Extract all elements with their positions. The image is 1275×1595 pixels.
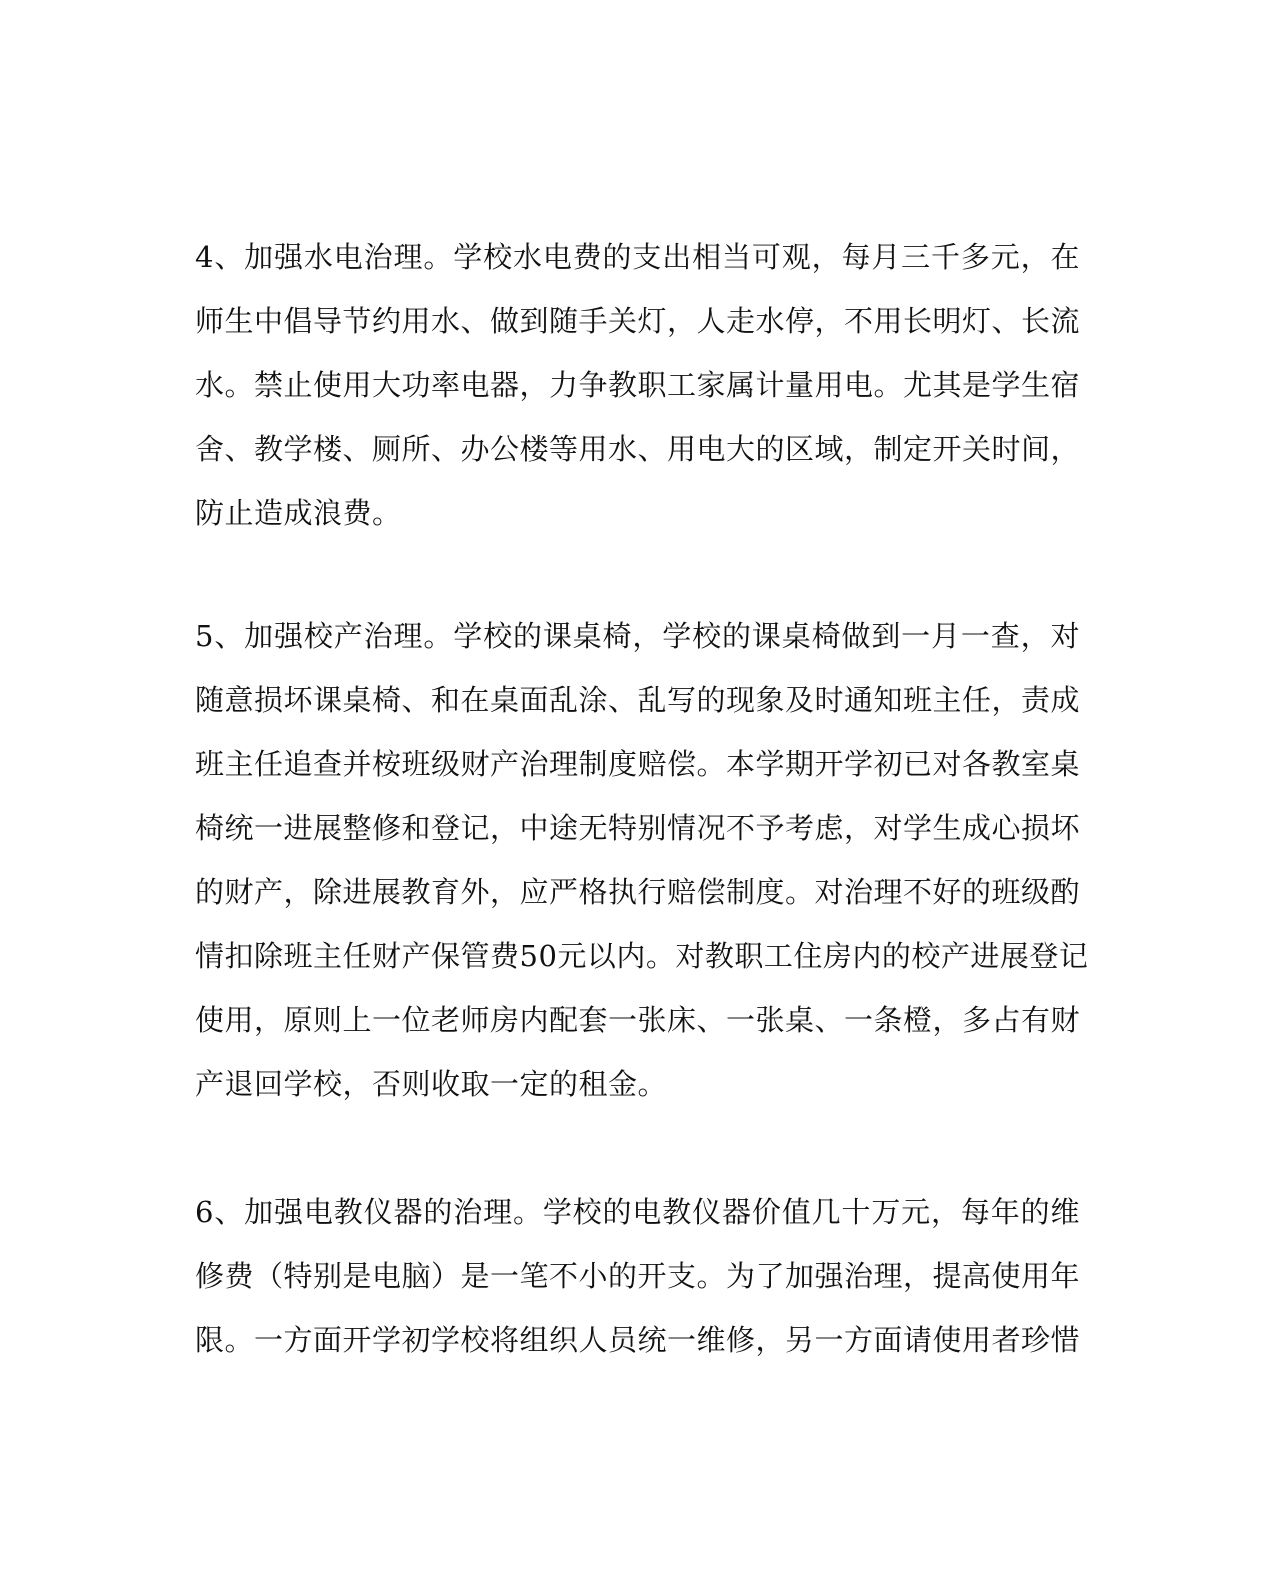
paragraph-line: 随意损坏课桌椅、和在桌面乱涂、乱写的现象及时通知班主任，责成 (195, 683, 1081, 717)
paragraph-line: 情扣除班主任财产保管费50元以内。对教职工住房内的校产进展登记 (195, 939, 1089, 973)
paragraph-line: 限。一方面开学初学校将组织人员统一维修，另一方面请使用者珍惜 (195, 1323, 1081, 1357)
paragraph-line: 椅统一进展整修和登记，中途无特别情况不予考虑，对学生成心损坏 (195, 811, 1081, 845)
paragraph-line: 使用，原则上一位老师房内配套一张床、一张桌、一条橙，多占有财 (195, 1003, 1081, 1037)
paragraph-line: 4、加强水电治理。学校水电费的支出相当可观，每月三千多元，在 (195, 240, 1080, 274)
paragraph-line: 班主任追查并桉班级财产治理制度赔偿。本学期开学初已对各教室桌 (195, 747, 1081, 781)
paragraph-line: 水。禁止使用大功率电器，力争教职工家属计量用电。尤其是学生宿 (195, 368, 1081, 402)
paragraph-line: 的财产，除进展教育外，应严格执行赔偿制度。对治理不好的班级酌 (195, 875, 1081, 909)
paragraph-line: 5、加强校产治理。学校的课桌椅，学校的课桌椅做到一月一查，对 (195, 619, 1080, 653)
paragraph-line: 防止造成浪费。 (195, 496, 402, 530)
paragraph-school-property (195, 604, 1089, 1116)
paragraph-water-electricity (195, 225, 1080, 545)
paragraph-av-equipment (195, 1180, 1080, 1372)
paragraph-line: 6、加强电教仪器的治理。学校的电教仪器价值几十万元，每年的维 (195, 1195, 1080, 1229)
paragraph-line: 产退回学校，否则收取一定的租金。 (195, 1067, 668, 1101)
paragraph-line: 舍、教学楼、厕所、办公楼等用水、用电大的区域，制定开关时间， (195, 432, 1081, 466)
paragraph-line: 师生中倡导节约用水、做到随手关灯，人走水停，不用长明灯、长流 (195, 304, 1081, 338)
paragraph-line: 修费（特别是电脑）是一笔不小的开支。为了加强治理，提高使用年 (195, 1259, 1081, 1293)
